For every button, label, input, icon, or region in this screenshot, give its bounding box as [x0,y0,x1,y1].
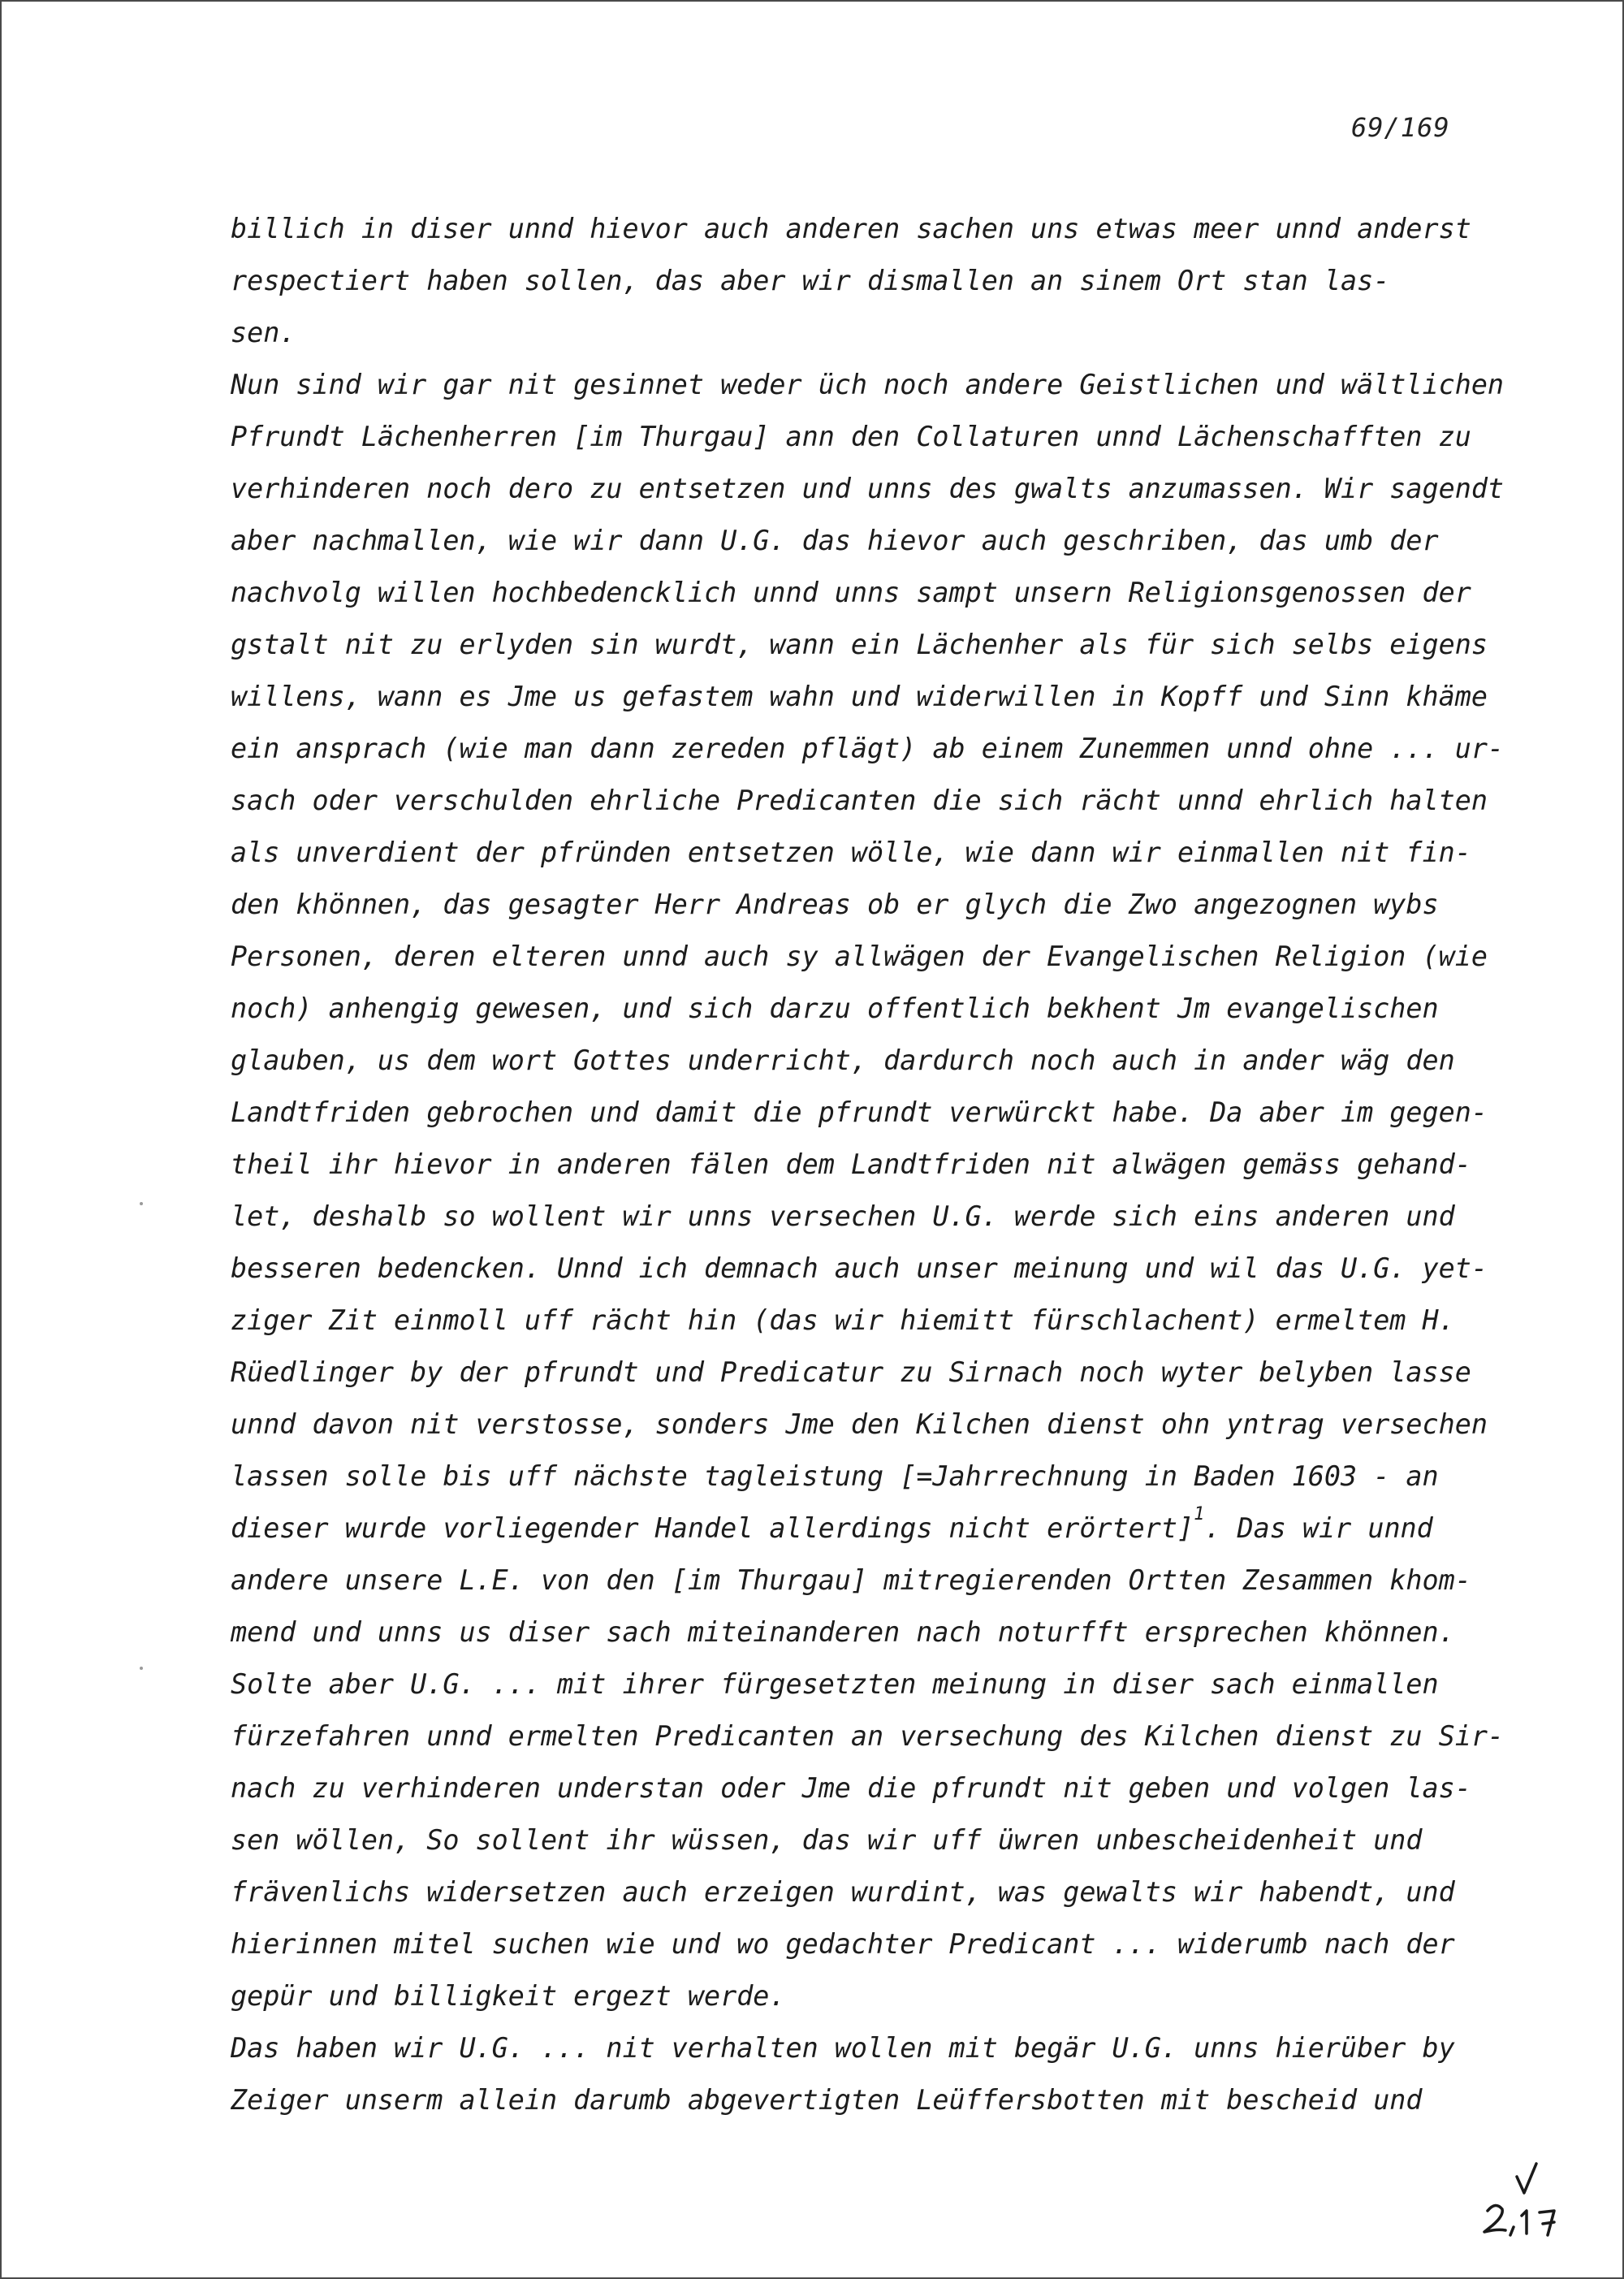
text-line: frävenlichs widersetzen auch erzeigen wurdint, was gewalts wir habendt, und [231,1876,1455,1908]
handwritten-digit-1 [1522,2211,1527,2234]
text-line: nachvolg willen hochbedencklich unnd unns sampt unsern Religionsgenossen der [231,577,1471,608]
handwritten-check-mark [1517,2164,1536,2193]
text-line: als unverdient der pfründen entsetzen wölle, wie dann wir einmallen nit fin- [231,837,1471,868]
text-line: ein ansprach (wie man dann zereden pflägt) ab einem Zunemmen unnd ohne ... ur- [231,733,1505,764]
footnote-marker: 1 [1194,1504,1205,1524]
text-line: Nun sind wir gar nit gesinnet weder üch noch andere Geistlichen und wältlichen [231,369,1505,400]
text-line: Zeiger unserm allein darumb abgevertigten Leüffersbotten mit bescheid und [231,2084,1423,2116]
text-line: billich in diser unnd hievor auch anderen sachen uns etwas meer unnd anderst [231,213,1471,244]
text-line: Das haben wir U.G. ... nit verhalten wollen mit begär U.G. unns hierüber by [231,2032,1455,2064]
text-line: andere unsere L.E. von den [im Thurgau] mitregierenden Ortten Zesammen khom- [231,1564,1471,1596]
text-line: Pfrundt Lächenherren [im Thurgau] ann den Collaturen unnd Lächenschafften zu [231,421,1471,452]
text-line-segment: dieser wurde vorliegender Handel allerdings nicht erörtert] [231,1512,1194,1544]
text-line: den khönnen, das gesagter Herr Andreas ob er glych die Zwo angezognen wybs [231,889,1439,920]
text-line-with-footnote [231,1503,1530,1555]
text-line: glauben, us dem wort Gottes underricht, dardurch noch auch in ander wäg den [231,1044,1455,1076]
text-line: Rüedlinger by der pfrundt und Predicatur zu Sirnach noch wyter belyben lasse [231,1356,1471,1388]
text-line: willens, wann es Jme us gefastem wahn und widerwillen in Kopff und Sinn khäme [231,681,1488,712]
text-line-segment: . Das wir unnd [1204,1512,1433,1544]
handwritten-comma [1510,2227,1514,2235]
text-line: hierinnen mitel suchen wie und wo gedachter Predicant ... widerumb nach der [231,1928,1455,1960]
page-number: 69/169 [1351,112,1450,143]
text-line: nach zu verhinderen understan oder Jme die pfrundt nit geben und volgen las- [231,1772,1471,1804]
text-line: aber nachmallen, wie wir dann U.G. das hievor auch geschriben, das umb der [231,525,1439,556]
text-line: respectiert haben sollen, das aber wir dismallen an sinem Ort stan las- [231,265,1390,296]
letter-body-text [231,203,1530,2126]
handwritten-note-mark [1473,2162,1570,2251]
handwritten-digit-2 [1484,2205,1505,2232]
text-line: theil ihr hievor in anderen fälen dem Landtfriden nit alwägen gemäss gehand- [231,1148,1471,1180]
margin-dot-mark [140,1667,143,1670]
text-line: fürzefahren unnd ermelten Predicanten an versechung des Kilchen dienst zu Sir- [231,1720,1505,1752]
text-line: Personen, deren elteren unnd auch sy allwägen der Evangelischen Religion (wie [231,941,1488,972]
text-line: unnd davon nit verstosse, sonders Jme den Kilchen dienst ohn yntrag versechen [231,1408,1488,1440]
margin-dot-mark [140,1202,143,1205]
text-line: mend und unns us diser sach miteinanderen nach noturfft ersprechen khönnen. [231,1616,1455,1648]
text-line: ziger Zit einmoll uff rächt hin (das wir hiemitt fürschlachent) ermeltem H. [231,1304,1455,1336]
text-line: gepür und billigkeit ergezt werde. [231,1980,786,2012]
text-line: Solte aber U.G. ... mit ihrer fürgesetzten meinung in diser sach einmallen [231,1668,1439,1700]
text-line: lassen solle bis uff nächste tagleistung [=Jahrrechnung in Baden 1603 - an [231,1460,1439,1492]
text-line: verhinderen noch dero zu entsetzen und unns des gwalts anzumassen. Wir sagendt [231,473,1505,504]
text-line: sen wöllen, So sollent ihr wüssen, das wir uff üwren unbescheidenheit und [231,1824,1423,1856]
text-line: sen. [231,317,296,348]
text-line: Landtfriden gebrochen und damit die pfrundt verwürckt habe. Da aber im gegen- [231,1096,1488,1128]
text-line: sach oder verschulden ehrliche Predicanten die sich rächt unnd ehrlich halten [231,785,1488,816]
text-line: gstalt nit zu erlyden sin wurdt, wann ein Lächenher als für sich selbs eigens [231,629,1488,660]
text-line: besseren bedencken. Unnd ich demnach auch unser meinung und wil das U.G. yet- [231,1252,1488,1284]
text-line: let, deshalb so wollent wir unns versechen U.G. werde sich eins anderen und [231,1200,1455,1232]
handwritten-digit-7 [1540,2211,1554,2235]
text-line: noch) anhengig gewesen, und sich darzu offentlich bekhent Jm evangelischen [231,992,1439,1024]
